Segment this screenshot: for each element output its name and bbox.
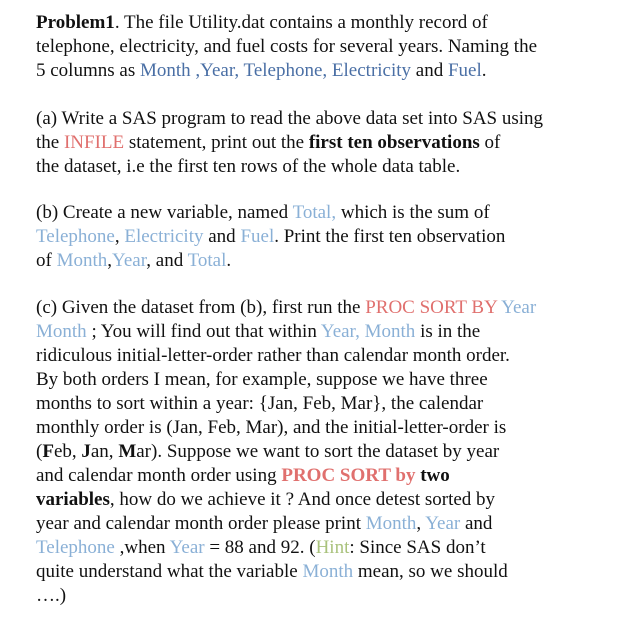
text-run: Telephone [36,537,115,558]
text-run: and [203,226,241,247]
text-run: variables [36,489,110,510]
text-line [36,488,620,512]
text-line [36,512,620,536]
part-b [36,201,620,273]
text-run: Month [36,321,87,342]
text-line [36,392,620,416]
text-run: : Since SAS don’t [349,537,486,558]
text-run: (b) Create a new variable, named [36,202,293,223]
text-run: = 88 and 92. ( [204,537,316,558]
text-line [36,536,620,560]
text-run: Fuel [447,60,482,81]
text-run: Month [365,513,417,534]
text-line [36,464,620,488]
text-run: INFILE [63,132,125,153]
text-line [36,440,620,464]
text-run: two [420,465,450,486]
text-run: . [481,60,487,81]
text-run: (a) Write a SAS program to read the above data set into SAS using [36,108,544,129]
text-line [36,155,620,179]
text-run: J [81,441,91,462]
text-run: of [36,250,57,271]
text-run: eb, [53,441,82,462]
part-c [36,296,620,608]
text-line [36,320,620,344]
text-line [36,59,596,83]
text-run: first ten observations [308,132,480,153]
text-run: , how do we achieve it ? And once detest sorted by [109,489,496,510]
text-run: an, [90,441,119,462]
text-run: Total [187,250,227,271]
text-run: ar). Suppose we want to sort the dataset by year [136,441,500,462]
text-run: PROC SORT BY [365,297,498,318]
text-run: By both orders I mean, for example, suppose we have three [36,369,488,390]
text-run: 5 columns as [36,60,140,81]
text-run: , [107,250,113,271]
text-run: ( [36,441,43,462]
text-line [36,201,620,225]
part-a [36,107,620,179]
text-line [36,35,596,59]
text-line [36,560,620,584]
text-run: . [226,250,232,271]
text-run: Month [56,250,108,271]
text-run: the [36,132,64,153]
text-line [36,11,596,35]
text-run: quite understand what the variable [36,561,303,582]
text-run: PROC SORT by [281,465,416,486]
text-line [36,296,620,320]
text-run: and calendar month order using [36,465,282,486]
text-run: Year, Month [320,321,416,342]
text-run: Year [112,250,147,271]
text-run: , [114,226,125,247]
text-line [36,107,620,131]
text-run: Telephone [36,226,115,247]
text-run: and [460,513,493,534]
text-run: monthly order is (Jan, Feb, Mar), and the initial-letter-order is [36,417,507,438]
text-run: ….) [36,585,67,606]
text-run: M [118,441,137,462]
text-run: ridiculous initial-letter-order rather than calendar month order. [36,345,510,366]
text-run: Year [425,513,461,534]
text-run: which is the sum of [336,202,490,223]
text-run: Hint [315,537,350,558]
text-line [36,368,620,392]
text-run: and [411,60,448,81]
text-run: Electricity [124,226,204,247]
text-run: Month ,Year, Telephone, Electricity [139,60,412,81]
text-run: Problem1 [36,12,115,33]
text-run: of [479,132,501,153]
text-run: . Print the first ten observation [274,226,506,247]
text-line [36,584,620,608]
text-run: statement, print out the [124,132,309,153]
text-run: F [42,441,54,462]
text-run: telephone, electricity, and fuel costs for several years. Naming the [36,36,538,57]
text-run: months to sort within a year: {Jan, Feb, Mar}, the calendar [36,393,484,414]
text-run: the dataset, i.e the first ten rows of the whole data table. [36,156,461,177]
text-run: Total, [292,202,337,223]
text-run: . The file Utility.dat contains a monthly record of [114,12,488,33]
problem-intro [36,11,596,83]
text-line [36,225,620,249]
text-run: is in the [415,321,481,342]
text-run: Year [501,297,537,318]
text-run: year and calendar month order please print [36,513,366,534]
text-run: ; You will find out that within [86,321,321,342]
text-run: , and [146,250,188,271]
text-run: Fuel [240,226,275,247]
text-line [36,416,620,440]
text-run: Year [169,537,205,558]
text-line [36,344,620,368]
text-run: mean, so we should [353,561,508,582]
text-run: ,when [114,537,170,558]
text-line [36,131,620,155]
text-run: Month [302,561,354,582]
text-run: (c) Given the dataset from (b), first run the [36,297,366,318]
text-line [36,249,620,273]
text-run: , [416,513,426,534]
